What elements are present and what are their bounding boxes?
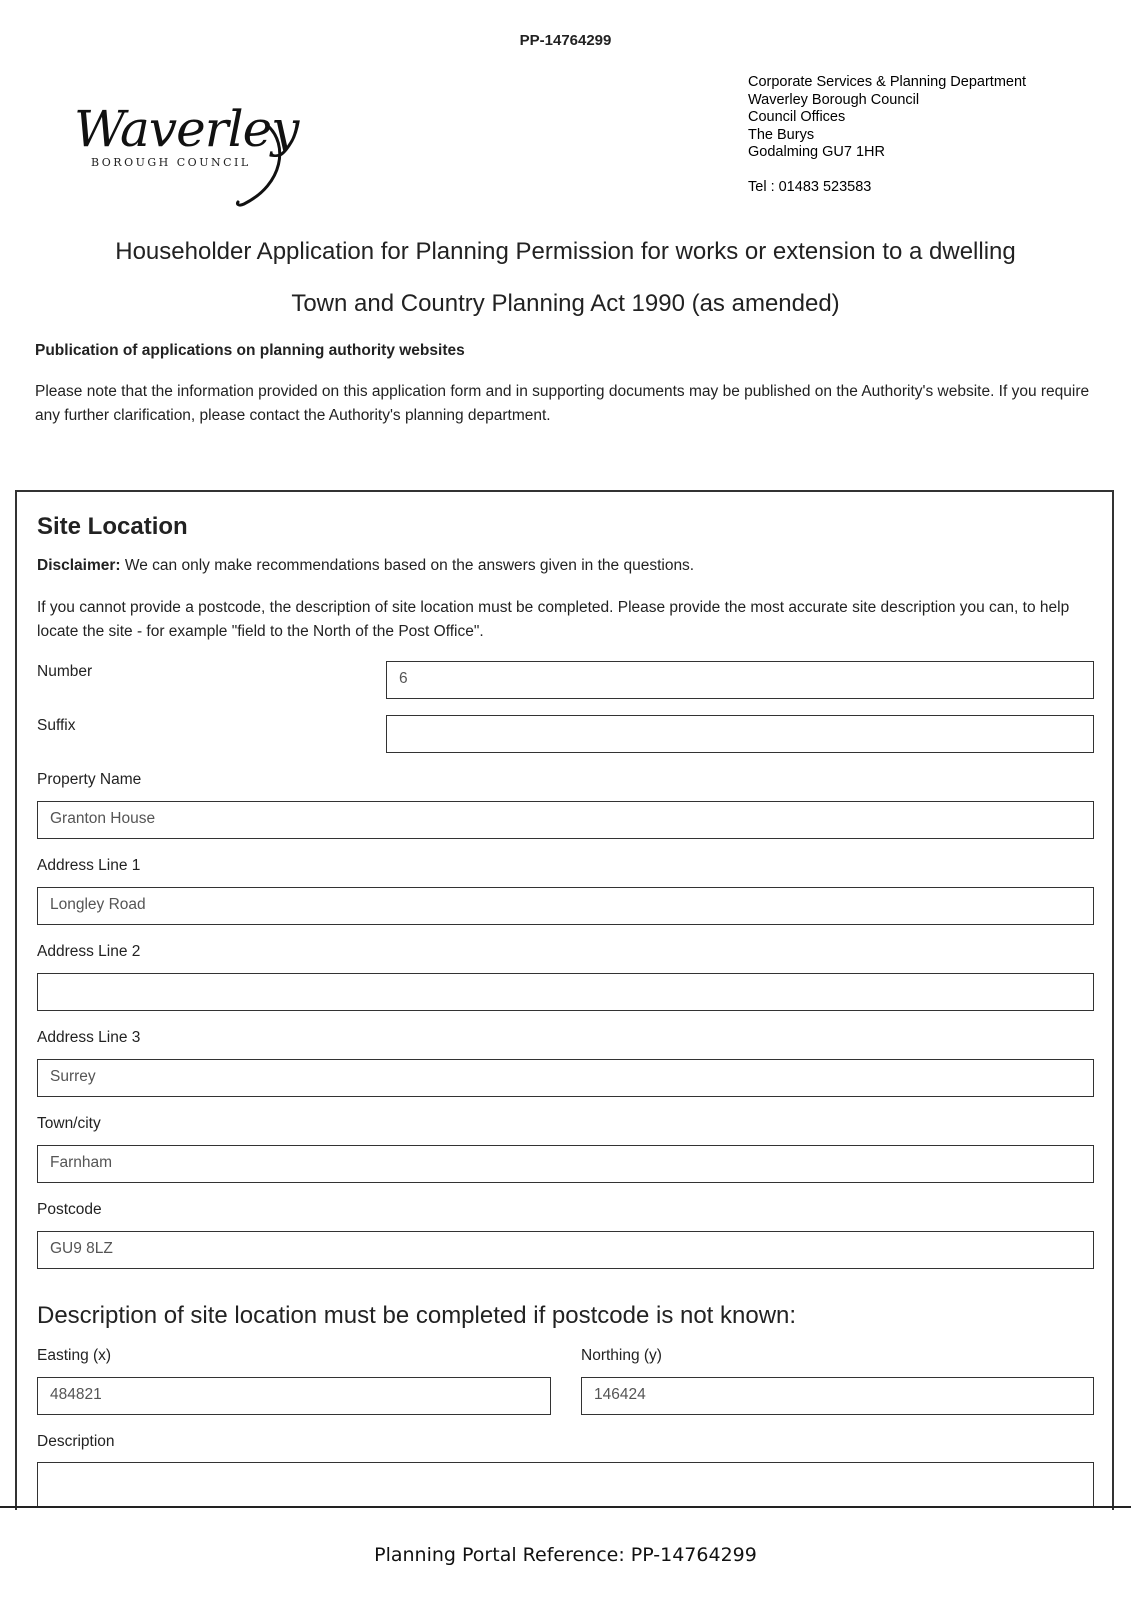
description-section-title: Description of site location must be completed if postcode is not known: xyxy=(37,1302,797,1329)
footer-reference: Planning Portal Reference: PP-14764299 xyxy=(374,1544,757,1566)
suffix-label: Suffix xyxy=(37,717,76,734)
telephone: Tel : 01483 523583 xyxy=(748,178,872,195)
description-textarea[interactable] xyxy=(37,1462,1094,1508)
address-line: Waverley Borough Council xyxy=(748,91,920,108)
waverley-logo xyxy=(72,92,302,210)
postcode-note: If you cannot provide a postcode, the description of site location must be completed. Please provide the most accurate site description you can, to help locate the site - for example "field to the North of the Post Office". xyxy=(37,599,1070,640)
address-line-1-label: Address Line 1 xyxy=(37,857,141,874)
postcode-input[interactable]: GU9 8LZ xyxy=(37,1231,1094,1269)
address-line: Corporate Services & Planning Department xyxy=(748,74,1027,90)
disclaimer-label: Disclaimer: xyxy=(37,557,121,574)
address-line-1-input[interactable]: Longley Road xyxy=(37,887,1094,925)
suffix-input[interactable] xyxy=(386,715,1094,753)
description-label: Description xyxy=(37,1433,115,1450)
easting-label: Easting (x) xyxy=(37,1347,112,1364)
reference-number: PP-14764299 xyxy=(519,32,612,49)
property-name-label: Property Name xyxy=(37,771,142,788)
disclaimer xyxy=(37,557,694,575)
northing-input[interactable]: 146424 xyxy=(581,1377,1094,1415)
act-title: Town and Country Planning Act 1990 (as amended) xyxy=(291,290,840,317)
address-line: Council Offices xyxy=(748,109,846,125)
logo-subtitle: BOROUGH COUNCIL xyxy=(91,156,251,169)
publication-body: Please note that the information provided on this application form and in supporting documents may be published on the Authority's website. If you require any further clarification, please contact the Authority's planning department. xyxy=(35,383,1090,424)
council-address xyxy=(748,74,1026,196)
footer-divider xyxy=(0,1506,1131,1508)
address-line-2-label: Address Line 2 xyxy=(37,943,141,960)
publication-heading: Publication of applications on planning authority websites xyxy=(35,342,465,359)
number-input[interactable]: 6 xyxy=(386,661,1094,699)
northing-label: Northing (y) xyxy=(581,1347,662,1364)
address-line: The Burys xyxy=(748,126,815,143)
property-name-input[interactable]: Granton House xyxy=(37,801,1094,839)
section-title: Site Location xyxy=(37,513,188,540)
logo-wordmark: Waverley xyxy=(74,100,299,158)
address-line-3-input[interactable]: Surrey xyxy=(37,1059,1094,1097)
form-title: Householder Application for Planning Permission for works or extension to a dwelling xyxy=(115,238,1016,265)
address-line-2-input[interactable] xyxy=(37,973,1094,1011)
postcode-label: Postcode xyxy=(37,1201,102,1218)
address-line-3-label: Address Line 3 xyxy=(37,1029,141,1046)
town-city-input[interactable]: Farnham xyxy=(37,1145,1094,1183)
town-city-label: Town/city xyxy=(37,1115,101,1132)
number-label: Number xyxy=(37,663,93,680)
address-line: Godalming GU7 1HR xyxy=(748,144,885,160)
disclaimer-text: We can only make recommendations based on the answers given in the questions. xyxy=(120,557,695,574)
easting-input[interactable]: 484821 xyxy=(37,1377,551,1415)
